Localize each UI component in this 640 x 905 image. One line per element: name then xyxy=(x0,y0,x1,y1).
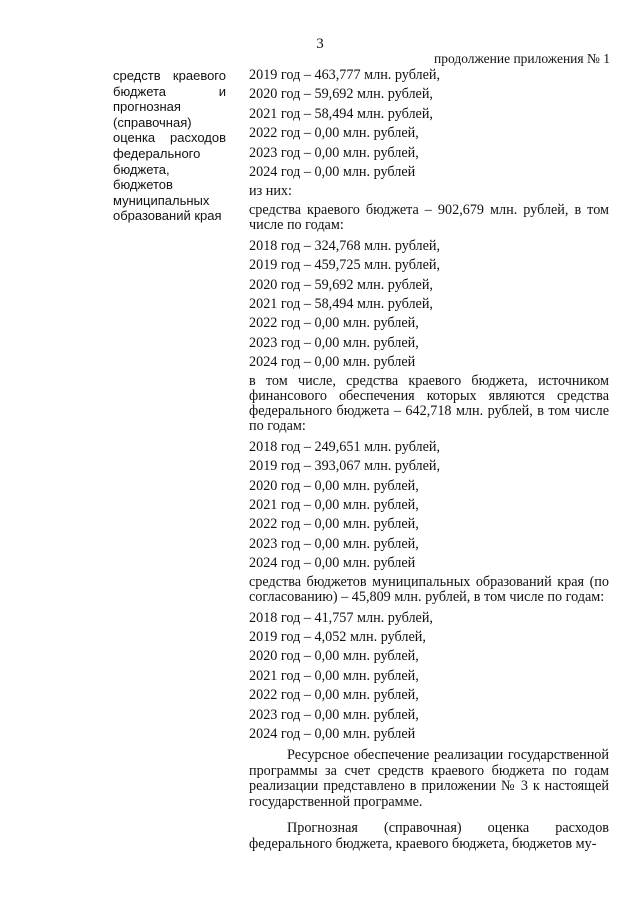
year-line: 2023 год – 0,00 млн. рублей, xyxy=(249,334,419,351)
year-line: 2021 год – 0,00 млн. рублей, xyxy=(249,496,419,513)
municipal-budget-section xyxy=(249,575,609,745)
year-line: 2020 год – 59,692 млн. рублей, xyxy=(249,276,433,293)
year-line: 2021 год – 0,00 млн. рублей, xyxy=(249,667,419,684)
regional-budget-intro: средства краевого бюджета – 902,679 млн. рублей, в том числе по годам: xyxy=(249,201,609,233)
federal-source-intro: в том числе, средства краевого бюджета, источником финансового обеспечения которых являются средства федерального бюджета – 642,718 млн. рублей, в том числе по годам: xyxy=(249,372,609,434)
funding-source-label: средств краевого бюджета и прогнозная (справочная) оценка расходов федерального бюджета, бюджетов муниципальных образований края xyxy=(113,68,226,224)
year-line: 2024 год – 0,00 млн. рублей xyxy=(249,725,416,742)
year-line: 2019 год – 4,052 млн. рублей, xyxy=(249,628,426,645)
body-paragraph: Ресурсное обеспечение реализации государственной программы за счет средств краевого бюджета по годам реализации представлено в приложении № 3 к настоящей государственной программе. xyxy=(249,747,609,810)
year-line: 2023 год – 0,00 млн. рублей, xyxy=(249,144,419,161)
year-line: 2023 год – 0,00 млн. рублей, xyxy=(249,535,419,552)
year-line: 2018 год – 249,651 млн. рублей, xyxy=(249,438,441,455)
federal-source-section xyxy=(249,374,609,574)
year-line: 2020 год – 59,692 млн. рублей, xyxy=(249,86,433,103)
year-line: 2022 год – 0,00 млн. рублей, xyxy=(249,516,419,533)
year-line: 2018 год – 41,757 млн. рублей, xyxy=(249,609,433,626)
appendix-continuation-note: продолжение приложения № 1 xyxy=(433,51,610,66)
year-line: 2021 год – 58,494 млн. рублей, xyxy=(249,296,433,313)
page-number: 3 xyxy=(316,36,324,52)
year-line: 2019 год – 463,777 млн. рублей, xyxy=(249,67,441,83)
year-line: 2020 год – 0,00 млн. рублей, xyxy=(249,648,419,665)
from-them-label: из них: xyxy=(249,183,292,200)
year-line: 2024 год – 0,00 млн. рублей xyxy=(249,164,416,181)
year-line: 2023 год – 0,00 млн. рублей, xyxy=(249,706,419,723)
year-line: 2019 год – 459,725 млн. рублей, xyxy=(249,257,441,274)
year-line: 2018 год – 324,768 млн. рублей, xyxy=(249,237,441,254)
funding-details xyxy=(249,66,609,852)
year-line: 2022 год – 0,00 млн. рублей, xyxy=(249,125,419,142)
year-line: 2024 год – 0,00 млн. рублей xyxy=(249,354,416,371)
year-line: 2024 год – 0,00 млн. рублей xyxy=(249,555,416,572)
year-line: 2019 год – 393,067 млн. рублей, xyxy=(249,458,441,475)
year-line: 2021 год – 58,494 млн. рублей, xyxy=(249,105,433,122)
municipal-budget-intro: средства бюджетов муниципальных образований края (по согласованию) – 45,809 млн. рублей, в том числе по годам: xyxy=(249,573,609,605)
totals-list xyxy=(249,66,609,182)
body-paragraph: Прогнозная (справочная) оценка расходов федерального бюджета, краевого бюджета, бюджетов му- xyxy=(249,820,609,852)
regional-budget-section xyxy=(249,203,609,373)
year-line: 2020 год – 0,00 млн. рублей, xyxy=(249,477,419,494)
year-line: 2022 год – 0,00 млн. рублей, xyxy=(249,315,419,332)
year-line: 2022 год – 0,00 млн. рублей, xyxy=(249,687,419,704)
